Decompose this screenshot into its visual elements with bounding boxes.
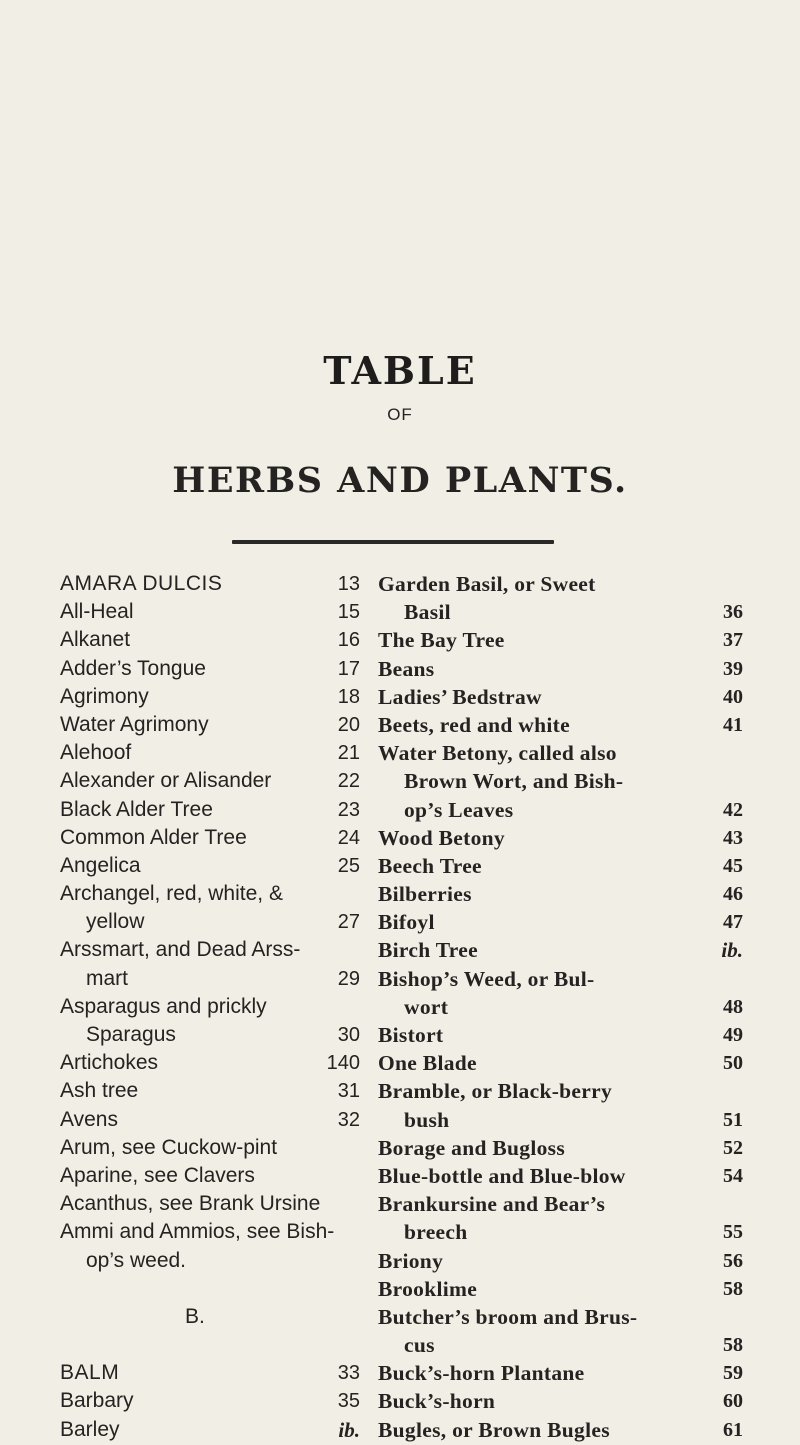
entry-page-number: 50 [723, 1052, 743, 1075]
entry-name: Birch Tree [378, 938, 478, 963]
index-entry [378, 739, 743, 767]
entry-name: Bramble, or Black-berry [378, 1079, 613, 1104]
index-entry [378, 1190, 743, 1218]
index-entry [60, 598, 360, 626]
index-entry [60, 965, 360, 993]
index-entry [60, 908, 360, 936]
entry-page-number: 15 [337, 601, 360, 624]
index-entry [378, 1416, 743, 1444]
index-entry [378, 1134, 743, 1162]
entry-name: op’s weed. [86, 1248, 187, 1272]
index-entry [60, 1049, 360, 1077]
entry-name: Barbary [60, 1389, 134, 1413]
index-entry [378, 655, 743, 683]
entry-page-number: 25 [337, 854, 360, 877]
entry-name: Artichokes [60, 1051, 159, 1075]
entry-name: Alkanet [60, 628, 131, 652]
index-entry [60, 711, 360, 739]
entry-name: Alehoof [60, 741, 132, 765]
index-entry [378, 1049, 743, 1077]
title-rule [232, 540, 554, 544]
entry-name: Beech Tree [378, 853, 482, 878]
entry-page-number: 45 [723, 854, 743, 877]
entry-name: Buck’s-horn [378, 1389, 496, 1414]
index-entry [378, 908, 743, 936]
entry-name: Ammi and Ammios, see Bish- [60, 1220, 335, 1244]
index-entry [60, 1106, 360, 1134]
entry-name: wort [404, 994, 449, 1019]
index-entry [60, 1077, 360, 1105]
index-entry [378, 683, 743, 711]
entry-name: bush [404, 1107, 450, 1132]
entry-page-number: 41 [723, 713, 743, 736]
index-entry [378, 1162, 743, 1190]
section-heading-b: B. [185, 1304, 205, 1328]
entry-page-number: 40 [723, 685, 743, 708]
entry-name: Ladies’ Bedstraw [378, 684, 542, 709]
index-entry [60, 570, 360, 598]
entry-name: mart [86, 966, 128, 990]
spacer [60, 1275, 360, 1303]
index-entry [378, 1247, 743, 1275]
entry-name: Brooklime [378, 1276, 478, 1301]
entry-name: Acanthus, see Brank Ursine [60, 1192, 321, 1216]
entry-name: All-Heal [60, 600, 134, 624]
entry-page-number: 49 [723, 1024, 743, 1046]
index-entry [378, 796, 743, 824]
entry-name: Aparine, see Clavers [60, 1163, 255, 1187]
entry-name: Basil [404, 600, 451, 625]
index-entry [60, 1190, 360, 1218]
entry-name: Borage and Bugloss [378, 1135, 565, 1160]
entry-name: Agrimony [60, 684, 149, 708]
index-entry [378, 711, 743, 739]
entry-page-number: 35 [337, 1390, 360, 1413]
entry-name: Bishop’s Weed, or Bul- [378, 966, 595, 991]
entry-name: op’s Leaves [404, 797, 514, 822]
entry-name: Bifoyl [378, 910, 435, 935]
entry-page-number: 42 [723, 798, 743, 821]
right-column [378, 570, 743, 1444]
index-entry [378, 965, 743, 993]
index-entry [60, 1247, 360, 1275]
entry-page-number: 47 [723, 911, 743, 934]
entry-page-number: 46 [723, 883, 743, 906]
entry-page-number: ib. [721, 938, 743, 963]
title-table: TABLE [323, 348, 477, 393]
index-entry [60, 767, 360, 795]
index-entry [60, 626, 360, 654]
entry-page-number: 30 [337, 1024, 360, 1046]
entry-page-number: 33 [337, 1362, 360, 1385]
entry-page-number: 32 [337, 1108, 360, 1131]
index-entry [378, 993, 743, 1021]
index-entry [60, 739, 360, 767]
spacer [60, 1331, 360, 1359]
entry-name: BALM [60, 1361, 120, 1385]
entry-page-number: 48 [723, 995, 743, 1018]
index-entry [60, 1162, 360, 1190]
entry-name: Garden Basil, or Sweet [378, 572, 596, 596]
entry-name: Adder’s Tongue [60, 656, 206, 680]
entry-name: Arum, see Cuckow-pint [60, 1135, 278, 1159]
entry-page-number: 54 [723, 1164, 743, 1187]
index-entry [378, 852, 743, 880]
entry-name: Ash tree [60, 1079, 139, 1103]
entry-name: Barley [60, 1417, 120, 1441]
entry-name: Arssmart, and Dead Arss- [60, 938, 301, 962]
entry-page-number: 55 [723, 1221, 743, 1244]
index-entry [378, 824, 743, 852]
entry-page-number: 29 [337, 967, 360, 990]
index-entry [378, 1218, 743, 1246]
entry-name: The Bay Tree [378, 628, 505, 653]
entry-page-number: 52 [723, 1136, 743, 1159]
index-entry [60, 880, 360, 908]
index-entry [378, 1275, 743, 1303]
entry-name: Water Betony, called also [378, 741, 617, 766]
index-entry [60, 1416, 360, 1444]
index-entry [60, 1021, 360, 1049]
entry-page-number: 61 [723, 1418, 743, 1441]
entry-page-number: 59 [723, 1362, 743, 1385]
index-entry [60, 1218, 360, 1246]
index-entry [378, 598, 743, 626]
entry-name: Asparagus and prickly [60, 994, 267, 1018]
index-entry [378, 1359, 743, 1387]
entry-name: Brankursine and Bear’s [378, 1192, 606, 1217]
entry-name: Angelica [60, 853, 141, 877]
entry-name: Brown Wort, and Bish- [404, 769, 624, 794]
entry-name: Blue-bottle and Blue-blow [378, 1163, 626, 1188]
entry-name: Sparagus [86, 1023, 176, 1046]
entry-name: Bilberries [378, 882, 472, 907]
entry-page-number: 21 [337, 742, 360, 765]
index-entry [60, 796, 360, 824]
entry-page-number: 31 [337, 1080, 360, 1103]
entry-name: Bugles, or Brown Bugles [378, 1417, 610, 1442]
entry-page-number: 16 [337, 629, 360, 652]
title-of: OF [387, 405, 413, 424]
entry-name: Avens [60, 1107, 118, 1131]
entry-page-number: 13 [337, 573, 360, 595]
entry-name: cus [404, 1333, 435, 1358]
index-entry [60, 1359, 360, 1387]
entry-page-number: 39 [723, 657, 743, 680]
index-entry [60, 683, 360, 711]
entry-name: Beets, red and white [378, 712, 570, 737]
entry-name: Archangel, red, white, & [60, 882, 283, 906]
entry-name: One Blade [378, 1051, 477, 1076]
title-herbs-and-plants: HERBS AND PLANTS. [172, 460, 628, 501]
entry-name: Buck’s-horn Plantane [378, 1361, 585, 1386]
left-column [60, 570, 360, 1444]
entry-page-number: 23 [337, 798, 360, 821]
entry-page-number: ib. [338, 1417, 360, 1442]
index-entry [378, 767, 743, 795]
entry-page-number: 51 [723, 1108, 743, 1131]
index-entry [60, 936, 360, 964]
index-entry [60, 1134, 360, 1162]
entry-page-number: 37 [723, 629, 743, 652]
entry-name: Bistort [378, 1023, 444, 1047]
index-entry [378, 626, 743, 654]
entry-name: Black Alder Tree [60, 797, 213, 821]
entry-page-number: 20 [337, 713, 360, 736]
entry-page-number: 24 [337, 826, 360, 849]
index-entry [60, 1387, 360, 1415]
entry-page-number: 140 [326, 1052, 360, 1075]
index-entry [378, 1387, 743, 1415]
index-entry [60, 655, 360, 683]
entry-page-number: 60 [723, 1390, 743, 1413]
entry-name: yellow [86, 910, 145, 934]
index-entry [378, 1021, 743, 1049]
entry-page-number: 18 [337, 685, 360, 708]
entry-name: Water Agrimony [60, 712, 209, 736]
index-entry [378, 936, 743, 964]
index-entry [378, 1303, 743, 1331]
entry-page-number: 56 [723, 1249, 743, 1272]
index-entry [378, 570, 743, 598]
index-entry [378, 1106, 743, 1134]
entry-page-number: 43 [723, 826, 743, 849]
entry-name: Beans [378, 656, 435, 681]
entry-page-number: 17 [337, 657, 360, 680]
entry-name: Wood Betony [378, 825, 505, 850]
entry-page-number: 58 [723, 1277, 743, 1300]
entry-name: Alexander or Alisander [60, 769, 272, 793]
index-entry [378, 880, 743, 908]
index-entry [378, 1331, 743, 1359]
entry-name: AMARA DULCIS [60, 572, 223, 595]
entry-name: Briony [378, 1248, 444, 1273]
index-entry [60, 993, 360, 1021]
entry-page-number: 27 [337, 911, 360, 934]
index-entry [60, 824, 360, 852]
entry-name: Butcher’s broom and Brus- [378, 1304, 638, 1329]
entry-name: Common Alder Tree [60, 825, 247, 849]
entry-page-number: 36 [723, 601, 743, 624]
entry-name: breech [404, 1220, 468, 1245]
index-entry [60, 852, 360, 880]
entry-page-number: 22 [337, 770, 360, 793]
entry-page-number: 58 [723, 1334, 743, 1357]
index-entry [378, 1077, 743, 1105]
